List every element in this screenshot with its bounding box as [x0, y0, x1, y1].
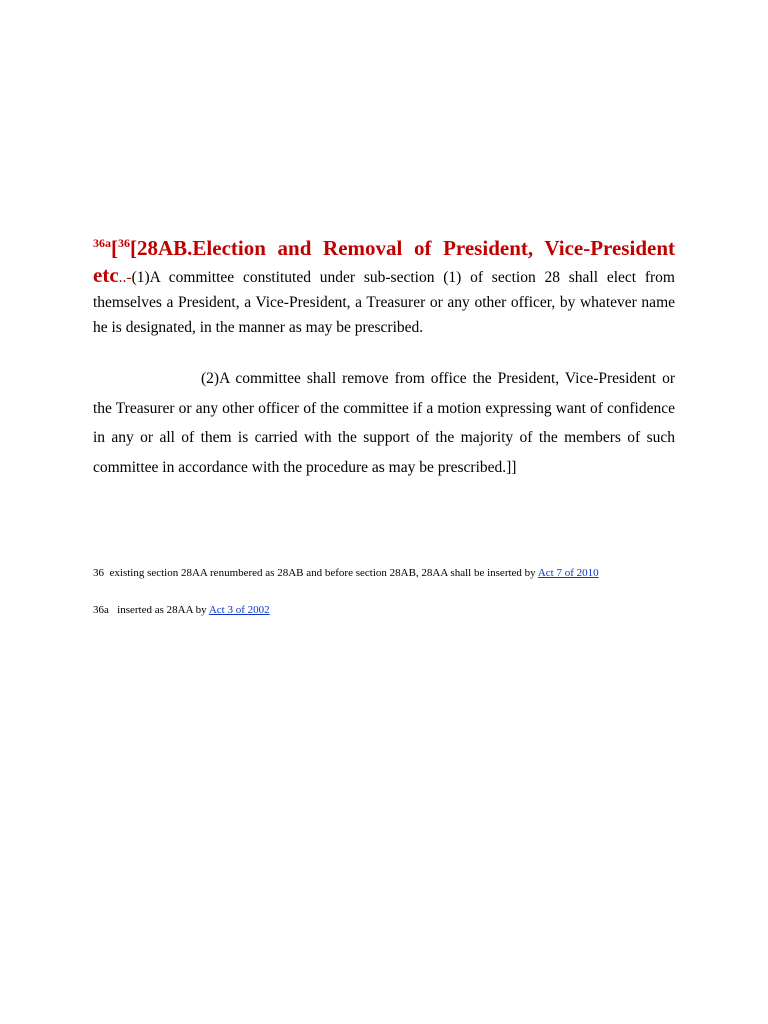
subsection-2-text: (2)A committee shall remove from office the President, Vice-President or the Treasurer or any other officer of the committee if a motion expressing want of confidence in any or all of them is carried with the support of the majority of the members of such committee in accordance with the procedure as may be prescribed.]] — [93, 370, 675, 476]
footnote-ref-36: 36 — [118, 236, 130, 250]
footnote-ref-36a: 36a — [93, 236, 111, 250]
subsection-1-paragraph — [93, 236, 675, 340]
section-heading-title: [28AB.Election and Removal of President, Vice-President etc — [93, 236, 675, 287]
act-3-of-2002-link[interactable]: Act 3 of 2002 — [208, 604, 270, 616]
document-body — [93, 236, 675, 482]
footnote-36 — [93, 566, 693, 580]
footnote-text: existing section 28AA renumbered as 28AB and before section 28AB, 28AA shall be inserted by — [109, 567, 536, 579]
act-7-of-2010-link[interactable]: Act 7 of 2010 — [537, 567, 599, 579]
footnote-text: inserted as 28AA by — [117, 604, 207, 616]
subsection-1-text: (1)A committee constituted under sub-section (1) of section 28 shall elect from themselves a President, a Vice-President, a Treasurer or any other officer, by whatever name he is designated, in the manner as may be prescribed. — [93, 269, 675, 336]
subsection-2-paragraph — [93, 364, 675, 482]
footnote-marker: 36a — [93, 604, 109, 616]
footnote-marker: 36 — [93, 567, 104, 579]
heading-punctuation: ..- — [118, 269, 132, 286]
footnotes-section — [93, 566, 693, 640]
heading-open-bracket: [ — [111, 236, 118, 260]
footnote-36a — [93, 603, 693, 617]
